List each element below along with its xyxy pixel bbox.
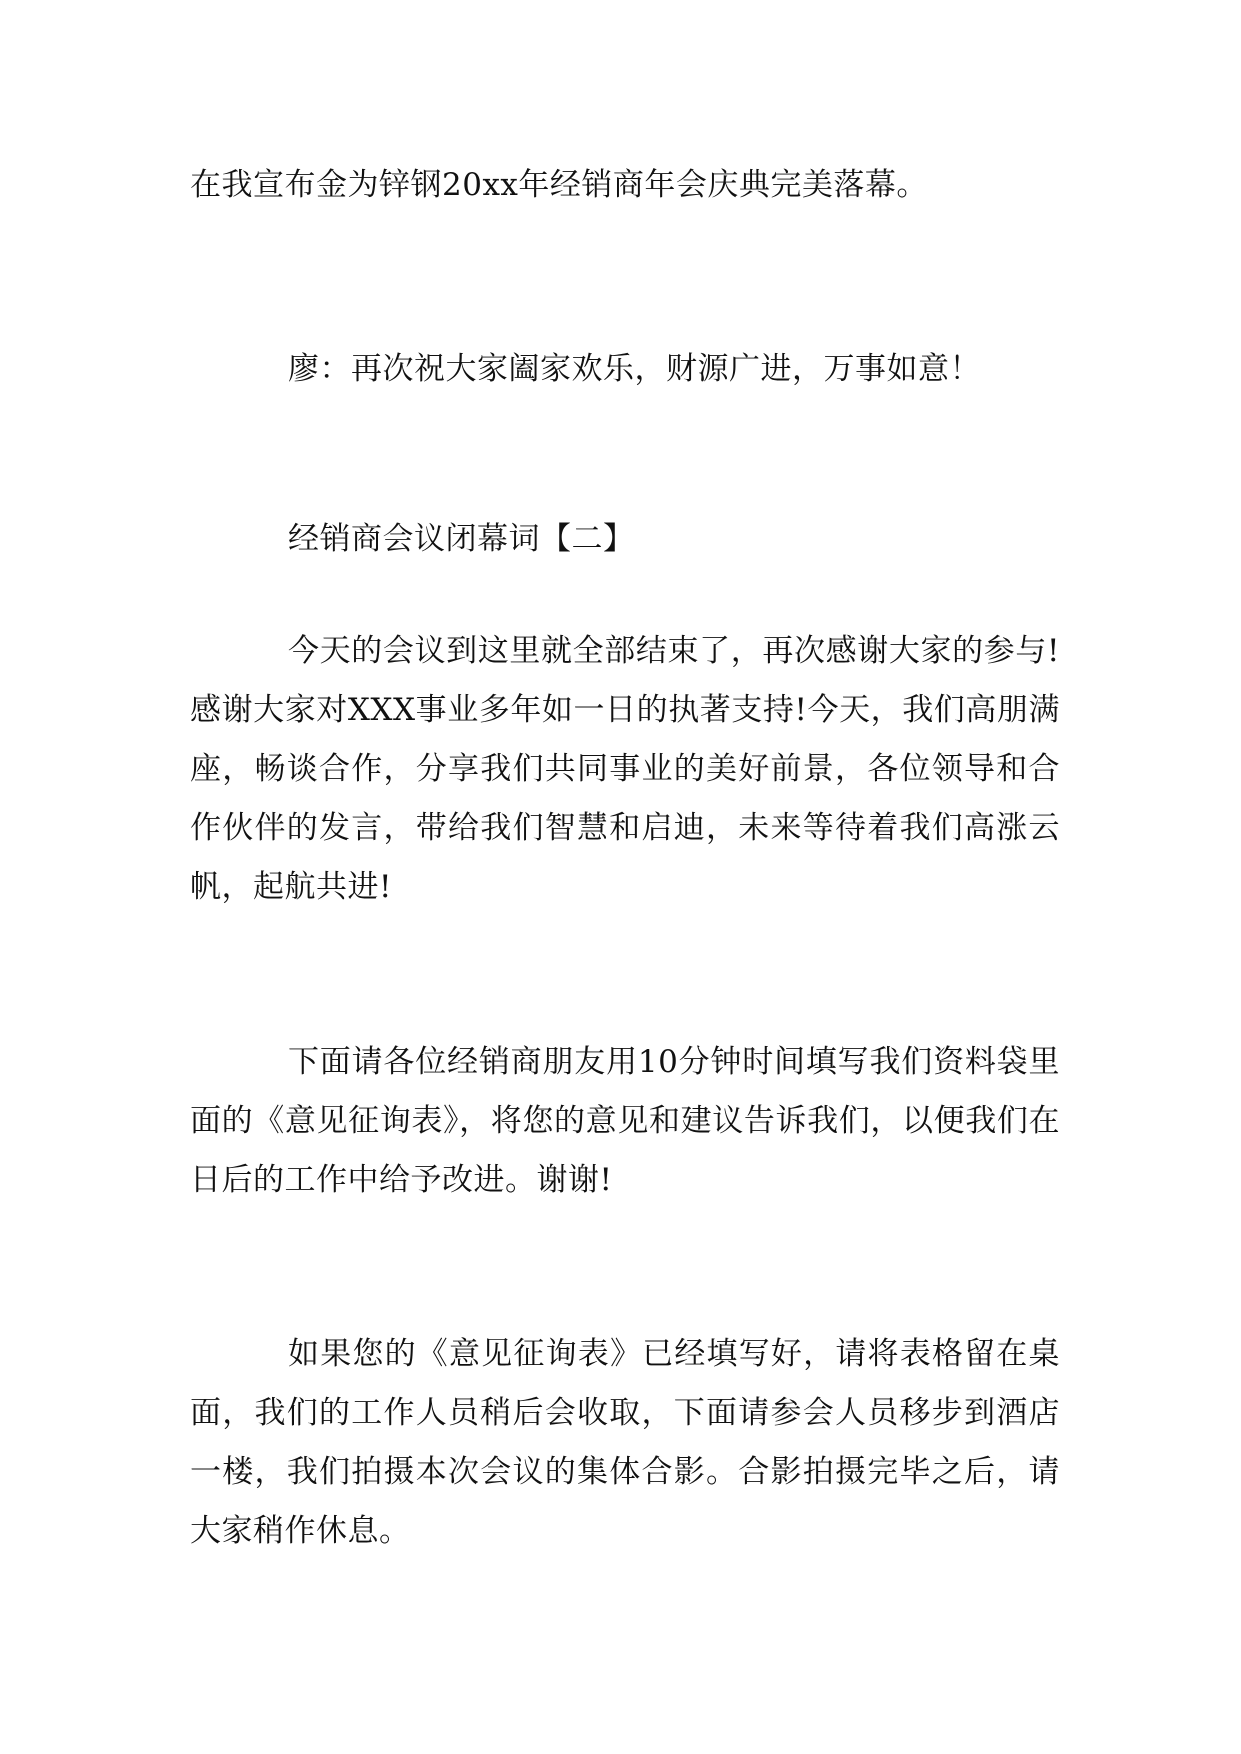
survey-paragraph: 下面请各位经销商朋友用10分钟时间填写我们资料袋里面的《意见征询表》，将您的意见和建议告诉我们，以便我们在日后的工作中给予改进。谢谢! [190,1044,1060,1198]
section-heading: 经销商会议闭幕词【二】 [288,521,635,557]
closing-announcement-paragraph: 在我宣布金为锌钢20xx年经销商年会庆典完美落幕。 [190,167,928,203]
thanks-paragraph: 今天的会议到这里就全部结束了，再次感谢大家的参与!感谢大家对XXX事业多年如一日的执著支持!今天，我们高朋满座，畅谈合作，分享我们共同事业的美好前景，各位领导和合作伙伴的发言，带给我们智慧和启迪，未来等待着我们高涨云帆，起航共进! [190,633,1060,905]
blessing-paragraph: 廖：再次祝大家阖家欢乐，财源广进，万事如意！ [288,351,981,387]
group-photo-paragraph: 如果您的《意见征询表》已经填写好，请将表格留在桌面，我们的工作人员稍后会收取，下面请参会人员移步到酒店一楼，我们拍摄本次会议的集体合影。合影拍摄完毕之后，请大家稍作休息。 [190,1336,1060,1549]
